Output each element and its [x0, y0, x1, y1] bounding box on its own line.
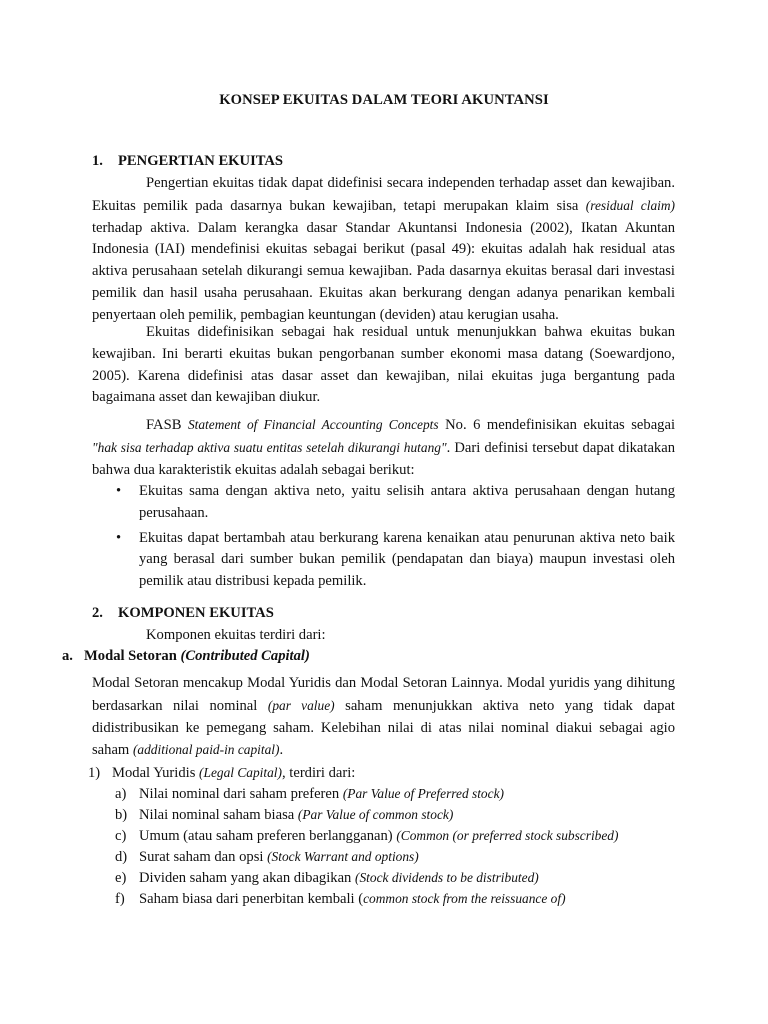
section-1-number: 1. — [92, 153, 103, 169]
section-2-heading — [92, 605, 274, 622]
additional-paid-in-capital-term: (additional paid-in capital) — [132, 742, 280, 758]
subsection-a-paragraph: Modal Setoran mencakup Modal Yuridis dan Modal Setoran Lainnya. Modal yuridis yang dihitung berdasarkan nilai nominal (par value) saham menunjukkan aktiva neto yang tidak dapat didistribusikan ke pemegang saham. Kelebihan nilai di atas nilai nominal diakui sebagai agio saham (additional paid-in capital). — [92, 675, 675, 759]
subsection-a-heading: a. Modal Setoran (Contributed Capital) — [62, 648, 310, 664]
bullet-icon: • — [116, 483, 122, 499]
subsection-a-label: a. — [62, 648, 73, 664]
residual-claim-term: (residual claim) — [585, 197, 675, 213]
section-1-heading — [92, 153, 283, 170]
equity-definition-quote: "hak sisa terhadap aktiva suatu entitas setelah dikurangi hutang" — [92, 439, 447, 455]
list-item: a) Nilai nominal dari saham preferen (Par Value of Preferred stock) — [115, 786, 504, 802]
bullet-icon: • — [116, 529, 122, 546]
section-2-number: 2. — [92, 605, 103, 621]
section-2-intro: Komponen ekuitas terdiri dari: — [146, 627, 326, 643]
list-item: • Ekuitas sama dengan aktiva neto, yaitu selisih antara aktiva perusahaan dengan hutang perusahaan. — [116, 483, 675, 521]
characteristics-list — [92, 481, 675, 596]
section-1-paragraph-1: Pengertian ekuitas tidak dapat didefinisi secara independen terhadap asset dan kewajiban. Ekuitas pemilik pada dasarnya bukan kewajiban, tetapi merupakan klaim sisa (residual claim) terhadap aktiva. Dalam kerangka dasar Standar Akuntansi Indonesia (2002), Ikatan Akuntan Indonesia (IAI) mendefinisi ekuitas sebagai berikut (pasal 49): ekuitas adalah hak residual atas aktiva perusahaan setelah dikurangi semua kewajiban. Pada dasarnya ekuitas berasal dari investasi pemilik dan hasil usaha perusahaan. Ekuitas akan berkurang dengan adanya penarikan kembali penyertaan oleh pemilik, pembagian keuntungan (deviden) atau kerugian usaha. — [92, 175, 675, 323]
par-value-term: (par value) — [267, 697, 335, 713]
list-item: b) Nilai nominal saham biasa (Par Value of common stock) — [115, 807, 454, 823]
item-1-legal-capital: 1) Modal Yuridis (Legal Capital), terdiri dari: — [88, 765, 356, 781]
list-item: f) Saham biasa dari penerbitan kembali (common stock from the reissuance of) — [115, 891, 566, 907]
list-item: c) Umum (atau saham preferen berlangganan) (Common (or preferred stock subscribed) — [115, 828, 619, 844]
list-item: • Ekuitas dapat bertambah atau berkurang karena kenaikan atau penurunan aktiva neto baik yang berasal dari sumber bukan pemilik (pendapatan dan biaya) maupun investasi oleh pemilik atau distribusi kepada pemilik. — [116, 529, 675, 590]
document-title: KONSEP EKUITAS DALAM TEORI AKUNTANSI — [219, 92, 549, 108]
list-item: e) Dividen saham yang akan dibagikan (Stock dividends to be distributed) — [115, 870, 539, 886]
section-1-paragraph-3: FASB Statement of Financial Accounting Concepts No. 6 mendefinisikan ekuitas sebagai "hak sisa terhadap aktiva suatu entitas setelah dikurangi hutang". Dari definisi tersebut dapat dikatakan bahwa dua karakteristik ekuitas adalah sebagai berikut: — [92, 417, 675, 478]
list-item: d) Surat saham dan opsi (Stock Warrant and options) — [115, 849, 419, 865]
section-2-title: KOMPONEN EKUITAS — [118, 605, 274, 621]
section-1-paragraph-2: Ekuitas didefinisikan sebagai hak residual untuk menunjukkan bahwa ekuitas bukan kewajiban. Ini berarti ekuitas bukan pengorbanan sumber ekonomi masa datang (Soewardjono, 2005). Karena didefinisi atas dasar asset dan kewajiban, nilai ekuitas juga bergantung pada bagaimana asset dan kewajiban diukur. — [92, 324, 675, 406]
section-1-title: PENGERTIAN EKUITAS — [118, 153, 284, 169]
fasb-concepts-title: Statement of Financial Accounting Concepts — [187, 417, 439, 432]
